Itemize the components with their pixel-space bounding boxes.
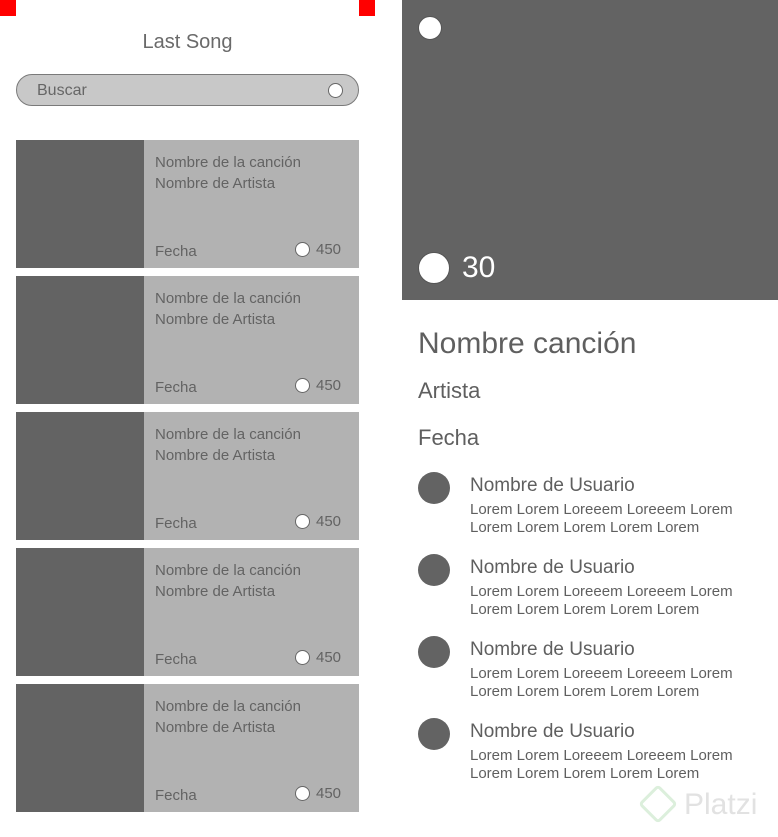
song-artist: Nombre de Artista xyxy=(155,719,276,736)
watermark-text: Platzi xyxy=(684,788,758,821)
search-input[interactable] xyxy=(37,82,317,100)
comment-item xyxy=(418,718,768,790)
song-artist: Artista xyxy=(418,378,481,403)
comment-text: Lorem Lorem Loreeem Loreeem Lorem Lorem Lorem Lorem Lorem Lorem xyxy=(470,747,733,782)
song-artist: Nombre de Artista xyxy=(155,175,276,192)
watermark xyxy=(640,784,772,828)
song-date: Fecha xyxy=(155,651,197,668)
back-icon[interactable] xyxy=(418,16,442,40)
frame-marker-left-b xyxy=(359,0,375,16)
song-title: Nombre canción xyxy=(418,327,637,360)
search-icon[interactable] xyxy=(328,83,343,98)
song-date: Fecha xyxy=(155,379,197,396)
song-date: Fecha xyxy=(155,243,197,260)
comment-username[interactable]: Nombre de Usuario xyxy=(470,475,635,496)
comment-username[interactable]: Nombre de Usuario xyxy=(470,721,635,742)
comment-item xyxy=(418,554,768,626)
song-card[interactable] xyxy=(16,684,359,812)
song-card[interactable] xyxy=(16,548,359,676)
song-name: Nombre de la canción xyxy=(155,698,301,715)
song-thumbnail xyxy=(16,276,144,404)
song-thumbnail xyxy=(16,548,144,676)
song-date: Fecha xyxy=(155,515,197,532)
platzi-logo-icon xyxy=(638,784,678,824)
like-icon[interactable] xyxy=(295,378,310,393)
like-count: 450 xyxy=(316,649,342,666)
comment-text: Lorem Lorem Loreeem Loreeem Lorem Lorem Lorem Lorem Lorem Lorem xyxy=(470,665,733,700)
like-count: 450 xyxy=(316,241,342,258)
like-count: 450 xyxy=(316,785,342,802)
like-icon[interactable] xyxy=(295,242,310,257)
like-icon[interactable] xyxy=(295,514,310,529)
song-card[interactable] xyxy=(16,276,359,404)
app-title: Last Song xyxy=(142,31,233,53)
song-thumbnail xyxy=(16,412,144,540)
song-card[interactable] xyxy=(16,412,359,540)
frame-marker-left-a xyxy=(0,0,16,16)
comment-text: Lorem Lorem Loreeem Loreeem Lorem Lorem Lorem Lorem Lorem Lorem xyxy=(470,501,733,536)
like-icon[interactable] xyxy=(295,650,310,665)
song-artist: Nombre de Artista xyxy=(155,311,276,328)
song-name: Nombre de la canción xyxy=(155,562,301,579)
song-artist: Nombre de Artista xyxy=(155,447,276,464)
search-bar[interactable] xyxy=(16,74,359,106)
song-thumbnail xyxy=(16,684,144,812)
avatar[interactable] xyxy=(418,636,450,668)
song-artist: Nombre de Artista xyxy=(155,583,276,600)
like-count: 450 xyxy=(316,377,342,394)
comment-text: Lorem Lorem Loreeem Loreeem Lorem Lorem Lorem Lorem Lorem Lorem xyxy=(470,583,733,618)
song-card[interactable] xyxy=(16,140,359,268)
comment-username[interactable]: Nombre de Usuario xyxy=(470,557,635,578)
like-count: 30 xyxy=(462,251,496,284)
avatar[interactable] xyxy=(418,718,450,750)
comment-item xyxy=(418,472,768,544)
comment-item xyxy=(418,636,768,708)
song-date: Fecha xyxy=(418,425,480,450)
song-date: Fecha xyxy=(155,787,197,804)
like-count: 450 xyxy=(316,513,342,530)
avatar[interactable] xyxy=(418,472,450,504)
song-name: Nombre de la canción xyxy=(155,290,301,307)
avatar[interactable] xyxy=(418,554,450,586)
song-thumbnail xyxy=(16,140,144,268)
comment-username[interactable]: Nombre de Usuario xyxy=(470,639,635,660)
song-name: Nombre de la canción xyxy=(155,154,301,171)
song-name: Nombre de la canción xyxy=(155,426,301,443)
song-cover xyxy=(402,0,778,300)
like-icon[interactable] xyxy=(295,786,310,801)
like-icon[interactable] xyxy=(418,252,450,284)
